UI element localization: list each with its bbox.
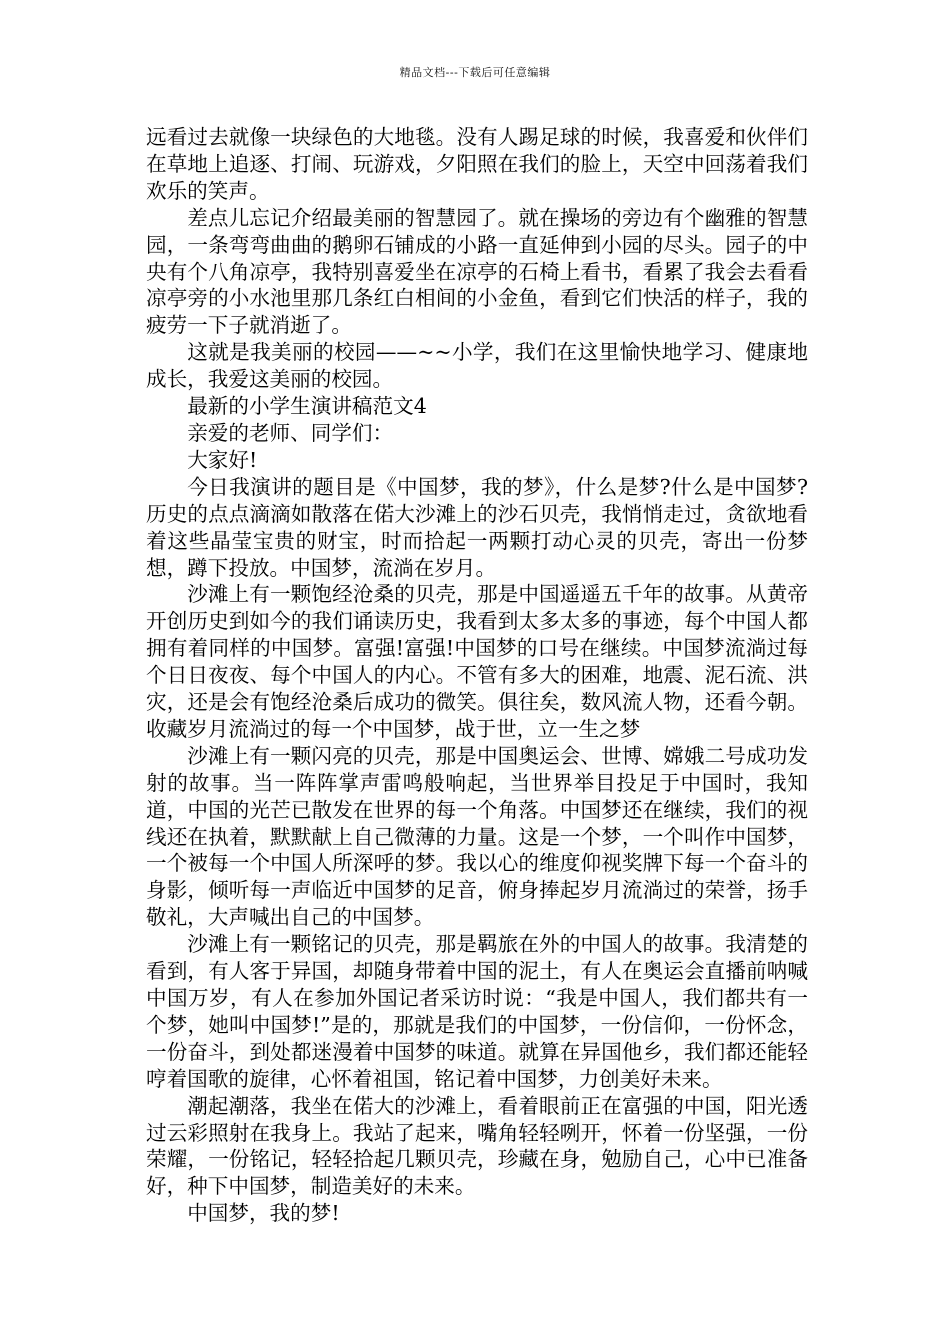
paragraph-3: 这就是我美丽的校园——~~小学，我们在这里愉快地学习、健康地成长，我爱这美丽的校园。 (146, 340, 808, 392)
paragraph-7: 今日我演讲的题目是《中国梦，我的梦》，什么是梦?什么是中国梦?历史的点点滴滴如散落在偌大沙滩上的沙石贝壳，我悄悄走过，贪欲地看着这些晶莹宝贵的财宝，时而拾起一两颗打动心灵的贝壳，寄出一份梦想，蹲下投放。中国梦，流淌在岁月。 (146, 474, 808, 580)
paragraph-2: 差点儿忘记介绍最美丽的智慧园了。就在操场的旁边有个幽雅的智慧园，一条弯弯曲曲的鹅卵石铺成的小路一直延伸到小园的尽头。园子的中央有个八角凉亭，我特别喜爱坐在凉亭的石椅上看书，看累了我会去看看凉亭旁的小水池里那几条红白相间的小金鱼，看到它们快活的样子，我的疲劳一下子就消逝了。 (146, 205, 808, 338)
paragraph-1: 远看过去就像一块绿色的大地毯。没有人踢足球的时候，我喜爱和伙伴们在草地上追逐、打闹、玩游戏，夕阳照在我们的脸上，天空中回荡着我们欢乐的笑声。 (146, 125, 808, 203)
closing-line: 中国梦，我的梦! (187, 1201, 340, 1226)
salutation: 亲爱的老师、同学们： (187, 420, 394, 445)
section-title: 最新的小学生演讲稿范文4 (187, 394, 427, 419)
document-body (146, 124, 808, 1227)
paragraph-11: 潮起潮落，我坐在偌大的沙滩上，看着眼前正在富强的中国，阳光透过云彩照射在我身上。我站了起来，嘴角轻轻咧开，怀着一份坚强，一份荣耀，一份铭记，轻轻拾起几颗贝壳，珍藏在身，勉励自己，心中已准备好，种下中国梦，制造美好的未来。 (146, 1093, 808, 1199)
paragraph-8: 沙滩上有一颗饱经沧桑的贝壳，那是中国遥遥五千年的故事。从黄帝开创历史到如今的我们诵读历史，我看到太多太多的事迹，每个中国人都拥有着同样的中国梦。富强!富强!中国梦的口号在继续。中国梦流淌过每个日日夜夜、每个中国人的内心。不管有多大的困难，地震、泥石流、洪灾，还是会有饱经沧桑后成功的微笑。俱往矣，数风流人物，还看今朝。收藏岁月流淌过的每一个中国梦，战于世，立一生之梦 (146, 582, 808, 741)
greeting: 大家好! (187, 447, 258, 472)
page-header: 精品文档---下载后可任意编辑 (399, 66, 551, 79)
paragraph-9: 沙滩上有一颗闪亮的贝壳，那是中国奥运会、世博、嫦娥二号成功发射的故事。当一阵阵掌声雷鸣般响起，当世界举目投足于中国时，我知道，中国的光芒已散发在世界的每一个角落。中国梦还在继续，我们的视线还在执着，默默献上自己微薄的力量。这是一个梦，一个叫作中国梦，一个被每一个中国人所深呼的梦。我以心的维度仰视奖牌下每一个奋斗的身影，倾听每一声临近中国梦的足音，俯身捧起岁月流淌过的荣誉，扬手敬礼，大声喊出自己的中国梦。 (146, 743, 808, 930)
paragraph-10: 沙滩上有一颗铭记的贝壳，那是羁旅在外的中国人的故事。我清楚的看到，有人客于异国，却随身带着中国的泥土，有人在奥运会直播前呐喊中国万岁，有人在参加外国记者采访时说：“我是中国人，我们都共有一个梦，她叫中国梦!”是的，那就是我们的中国梦，一份信仰，一份怀念，一份奋斗，到处都迷漫着中国梦的味道。就算在异国他乡，我们都还能轻哼着国歌的旋律，心怀着祖国，铭记着中国梦，力创美好未来。 (146, 932, 808, 1091)
